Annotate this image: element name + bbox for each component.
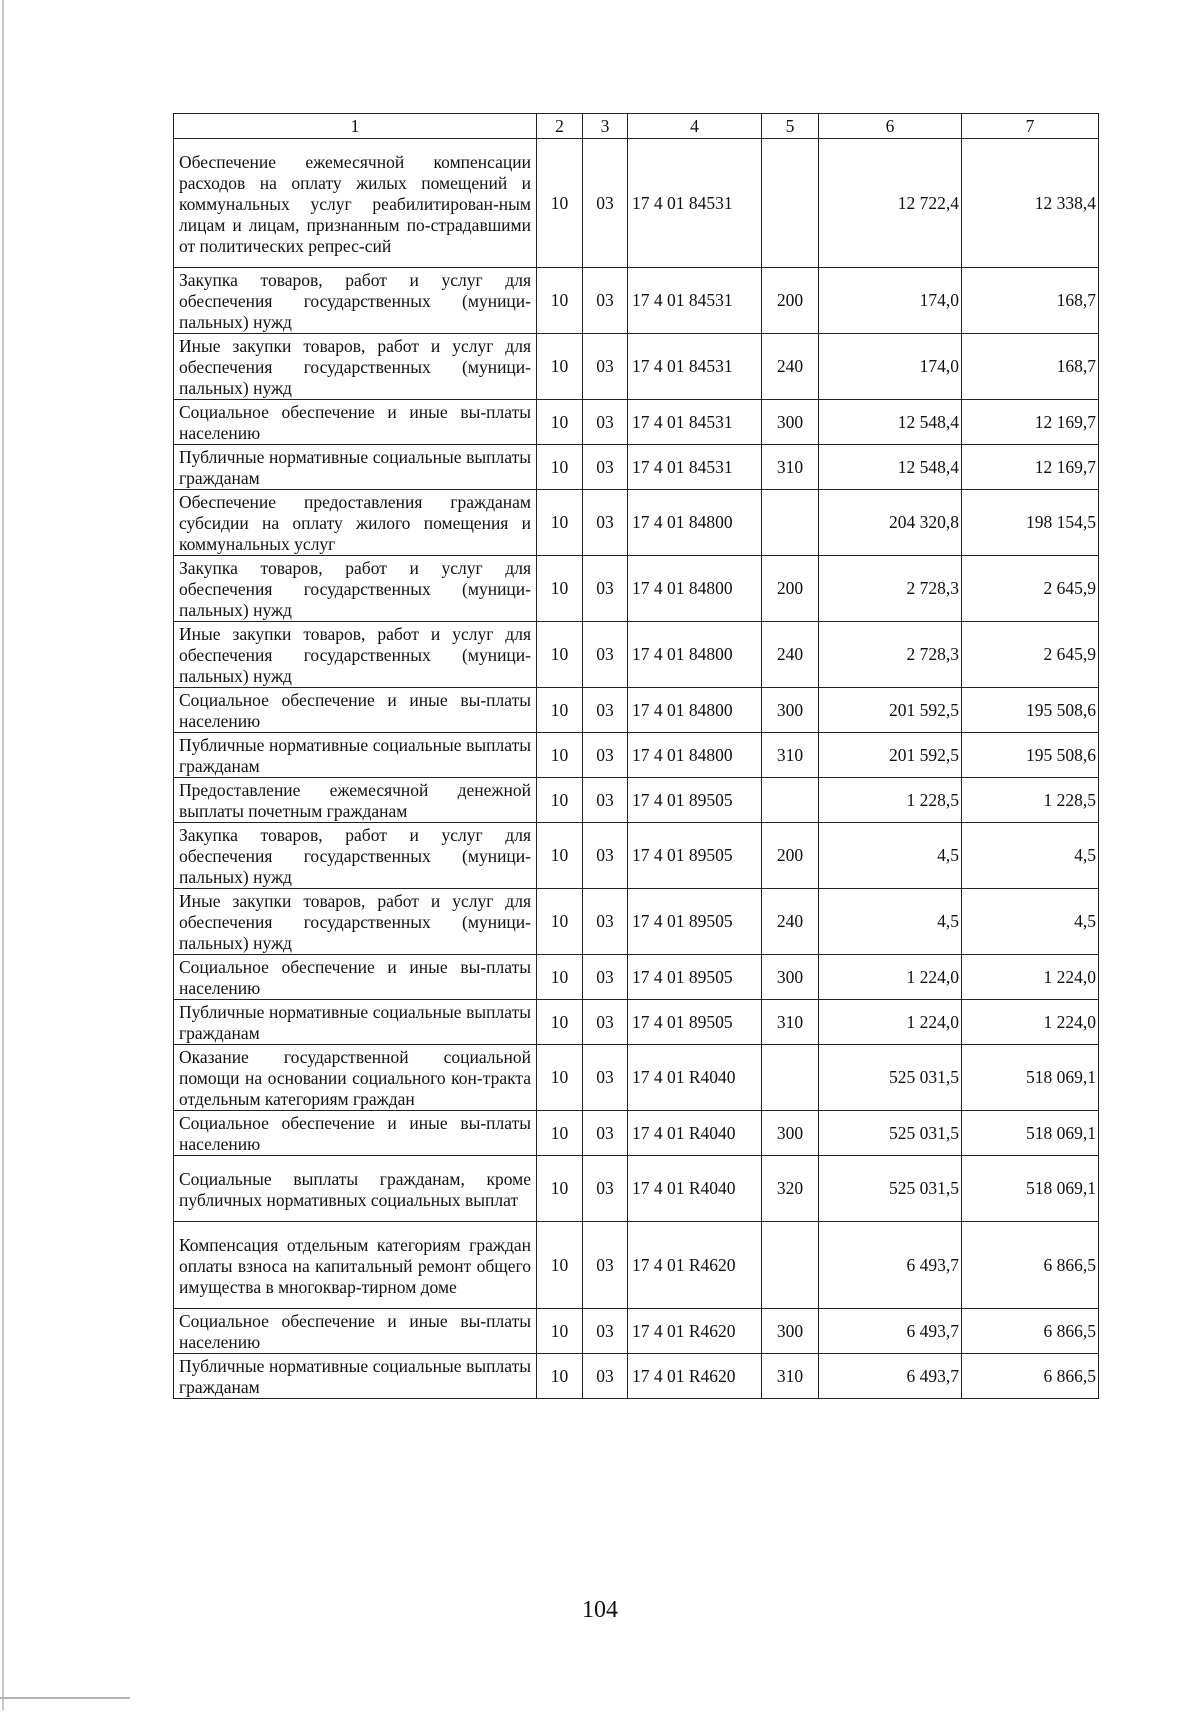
- row-amount-year2: 518 069,1: [962, 1156, 1099, 1222]
- row-amount-year1: 174,0: [819, 334, 962, 400]
- row-amount-year2: 1 224,0: [962, 1000, 1099, 1045]
- row-section: 10: [537, 139, 583, 268]
- row-name: Публичные нормативные социальные выплаты гражданам: [174, 1000, 537, 1045]
- row-amount-year2: 518 069,1: [962, 1045, 1099, 1111]
- row-amount-year2: 168,7: [962, 334, 1099, 400]
- table-row: [174, 334, 1099, 400]
- row-name: Компенсация отдельным категориям граждан оплаты взноса на капитальный ремонт общего имущества в многоквар-тирном доме: [174, 1222, 537, 1309]
- table-row: [174, 490, 1099, 556]
- row-subsection: 03: [583, 889, 628, 955]
- row-target-code: 17 4 01 R4620: [628, 1222, 762, 1309]
- row-target-code: 17 4 01 R4040: [628, 1045, 762, 1111]
- row-subsection: 03: [583, 1354, 628, 1399]
- row-expense-type: [762, 1045, 819, 1111]
- row-amount-year1: 525 031,5: [819, 1045, 962, 1111]
- row-target-code: 17 4 01 84531: [628, 268, 762, 334]
- row-expense-type: 310: [762, 1354, 819, 1399]
- row-expense-type: 200: [762, 823, 819, 889]
- row-subsection: 03: [583, 1111, 628, 1156]
- table-body: [174, 139, 1099, 1399]
- header-col-3: 3: [583, 114, 628, 139]
- row-expense-type: 300: [762, 1309, 819, 1354]
- table-row: [174, 1111, 1099, 1156]
- row-amount-year1: 525 031,5: [819, 1111, 962, 1156]
- row-name: Оказание государственной социальной помощи на основании социального кон-тракта отдельным категориям граждан: [174, 1045, 537, 1111]
- row-amount-year1: 201 592,5: [819, 733, 962, 778]
- row-target-code: 17 4 01 84531: [628, 400, 762, 445]
- row-name: Закупка товаров, работ и услуг для обеспечения государственных (муници-пальных) нужд: [174, 556, 537, 622]
- row-expense-type: 300: [762, 400, 819, 445]
- row-name: Иные закупки товаров, работ и услуг для обеспечения государственных (муници-пальных) нужд: [174, 622, 537, 688]
- row-section: 10: [537, 1045, 583, 1111]
- row-amount-year2: 1 224,0: [962, 955, 1099, 1000]
- row-subsection: 03: [583, 268, 628, 334]
- row-amount-year2: 198 154,5: [962, 490, 1099, 556]
- table-row: [174, 139, 1099, 268]
- row-target-code: 17 4 01 84800: [628, 733, 762, 778]
- row-expense-type: 310: [762, 445, 819, 490]
- table-row: [174, 445, 1099, 490]
- row-subsection: 03: [583, 1045, 628, 1111]
- row-name: Иные закупки товаров, работ и услуг для обеспечения государственных (муници-пальных) нужд: [174, 889, 537, 955]
- row-amount-year1: 1 224,0: [819, 1000, 962, 1045]
- row-section: 10: [537, 622, 583, 688]
- row-amount-year2: 4,5: [962, 889, 1099, 955]
- row-section: 10: [537, 334, 583, 400]
- row-subsection: 03: [583, 1000, 628, 1045]
- row-target-code: 17 4 01 89505: [628, 1000, 762, 1045]
- row-name: Социальное обеспечение и иные вы-платы населению: [174, 955, 537, 1000]
- row-amount-year1: 204 320,8: [819, 490, 962, 556]
- table-row: [174, 1309, 1099, 1354]
- scan-bottom-mark: [0, 1697, 130, 1699]
- table-row: [174, 1222, 1099, 1309]
- row-expense-type: 200: [762, 556, 819, 622]
- row-target-code: 17 4 01 89505: [628, 955, 762, 1000]
- row-subsection: 03: [583, 823, 628, 889]
- row-amount-year1: 4,5: [819, 823, 962, 889]
- row-amount-year1: 4,5: [819, 889, 962, 955]
- row-name: Обеспечение предоставления гражданам субсидии на оплату жилого помещения и коммунальных услуг: [174, 490, 537, 556]
- row-subsection: 03: [583, 688, 628, 733]
- row-target-code: 17 4 01 R4040: [628, 1111, 762, 1156]
- row-section: 10: [537, 400, 583, 445]
- row-section: 10: [537, 1354, 583, 1399]
- row-amount-year2: 4,5: [962, 823, 1099, 889]
- row-amount-year1: 2 728,3: [819, 556, 962, 622]
- row-target-code: 17 4 01 R4620: [628, 1309, 762, 1354]
- row-name: Закупка товаров, работ и услуг для обеспечения государственных (муници-пальных) нужд: [174, 823, 537, 889]
- row-amount-year1: 174,0: [819, 268, 962, 334]
- table-row: [174, 955, 1099, 1000]
- row-section: 10: [537, 556, 583, 622]
- row-expense-type: 240: [762, 889, 819, 955]
- row-expense-type: [762, 1222, 819, 1309]
- row-section: 10: [537, 778, 583, 823]
- row-target-code: 17 4 01 84800: [628, 490, 762, 556]
- row-subsection: 03: [583, 445, 628, 490]
- row-amount-year1: 12 722,4: [819, 139, 962, 268]
- row-name: Социальные выплаты гражданам, кроме публичных нормативных социальных выплат: [174, 1156, 537, 1222]
- row-amount-year2: 12 169,7: [962, 445, 1099, 490]
- row-name: Социальное обеспечение и иные вы-платы населению: [174, 400, 537, 445]
- row-amount-year2: 518 069,1: [962, 1111, 1099, 1156]
- row-name: Иные закупки товаров, работ и услуг для обеспечения государственных (муници-пальных) нужд: [174, 334, 537, 400]
- row-amount-year2: 6 866,5: [962, 1354, 1099, 1399]
- row-target-code: 17 4 01 84531: [628, 445, 762, 490]
- row-amount-year2: 1 228,5: [962, 778, 1099, 823]
- scan-left-edge: [2, 0, 4, 1710]
- row-subsection: 03: [583, 556, 628, 622]
- row-name: Предоставление ежемесячной денежной выплаты почетным гражданам: [174, 778, 537, 823]
- row-name: Обеспечение ежемесячной компенсации расходов на оплату жилых помещений и коммунальных услуг реабилитирован-ным лицам и лицам, признанным по-страдавшими от политических репрес-сий: [174, 139, 537, 268]
- row-target-code: 17 4 01 89505: [628, 823, 762, 889]
- table-row: [174, 556, 1099, 622]
- row-amount-year1: 12 548,4: [819, 445, 962, 490]
- header-col-6: 6: [819, 114, 962, 139]
- row-subsection: 03: [583, 1156, 628, 1222]
- budget-table: [173, 113, 1099, 1399]
- row-name: Социальное обеспечение и иные вы-платы населению: [174, 1111, 537, 1156]
- table-row: [174, 1354, 1099, 1399]
- row-amount-year2: 168,7: [962, 268, 1099, 334]
- row-expense-type: 310: [762, 733, 819, 778]
- row-subsection: 03: [583, 400, 628, 445]
- table-row: [174, 823, 1099, 889]
- page-number: 104: [582, 1597, 618, 1623]
- header-col-1: 1: [174, 114, 537, 139]
- row-section: 10: [537, 1156, 583, 1222]
- row-amount-year1: 6 493,7: [819, 1354, 962, 1399]
- table-row: [174, 622, 1099, 688]
- row-section: 10: [537, 733, 583, 778]
- row-amount-year1: 12 548,4: [819, 400, 962, 445]
- row-amount-year2: 195 508,6: [962, 733, 1099, 778]
- row-section: 10: [537, 1222, 583, 1309]
- row-section: 10: [537, 1111, 583, 1156]
- table-row: [174, 268, 1099, 334]
- row-target-code: 17 4 01 84800: [628, 556, 762, 622]
- row-amount-year1: 525 031,5: [819, 1156, 962, 1222]
- row-amount-year2: 2 645,9: [962, 556, 1099, 622]
- row-expense-type: 300: [762, 688, 819, 733]
- row-section: 10: [537, 688, 583, 733]
- row-expense-type: 240: [762, 622, 819, 688]
- row-name: Публичные нормативные социальные выплаты гражданам: [174, 733, 537, 778]
- table-row: [174, 1045, 1099, 1111]
- row-expense-type: 300: [762, 955, 819, 1000]
- row-amount-year1: 201 592,5: [819, 688, 962, 733]
- row-expense-type: 240: [762, 334, 819, 400]
- row-subsection: 03: [583, 1309, 628, 1354]
- header-col-5: 5: [762, 114, 819, 139]
- table-row: [174, 1156, 1099, 1222]
- table-row: [174, 400, 1099, 445]
- row-expense-type: 200: [762, 268, 819, 334]
- row-target-code: 17 4 01 84531: [628, 334, 762, 400]
- row-section: 10: [537, 445, 583, 490]
- row-subsection: 03: [583, 490, 628, 556]
- row-expense-type: [762, 490, 819, 556]
- row-expense-type: [762, 778, 819, 823]
- row-section: 10: [537, 823, 583, 889]
- row-expense-type: 300: [762, 1111, 819, 1156]
- row-name: Социальное обеспечение и иные вы-платы населению: [174, 1309, 537, 1354]
- row-amount-year2: 12 338,4: [962, 139, 1099, 268]
- table-row: [174, 688, 1099, 733]
- header-col-2: 2: [537, 114, 583, 139]
- row-section: 10: [537, 1309, 583, 1354]
- header-col-7: 7: [962, 114, 1099, 139]
- row-section: 10: [537, 268, 583, 334]
- header-col-4: 4: [628, 114, 762, 139]
- row-subsection: 03: [583, 334, 628, 400]
- row-target-code: 17 4 01 R4040: [628, 1156, 762, 1222]
- row-target-code: 17 4 01 89505: [628, 889, 762, 955]
- row-subsection: 03: [583, 955, 628, 1000]
- row-subsection: 03: [583, 778, 628, 823]
- row-amount-year2: 6 866,5: [962, 1222, 1099, 1309]
- row-name: Публичные нормативные социальные выплаты гражданам: [174, 1354, 537, 1399]
- row-expense-type: 310: [762, 1000, 819, 1045]
- row-expense-type: 320: [762, 1156, 819, 1222]
- row-amount-year1: 2 728,3: [819, 622, 962, 688]
- table-row: [174, 889, 1099, 955]
- row-amount-year1: 1 224,0: [819, 955, 962, 1000]
- row-target-code: 17 4 01 84800: [628, 688, 762, 733]
- row-amount-year2: 195 508,6: [962, 688, 1099, 733]
- row-name: Социальное обеспечение и иные вы-платы населению: [174, 688, 537, 733]
- row-subsection: 03: [583, 733, 628, 778]
- row-expense-type: [762, 139, 819, 268]
- table-row: [174, 733, 1099, 778]
- row-subsection: 03: [583, 622, 628, 688]
- row-section: 10: [537, 1000, 583, 1045]
- row-target-code: 17 4 01 R4620: [628, 1354, 762, 1399]
- row-amount-year1: 6 493,7: [819, 1309, 962, 1354]
- header-row: [174, 114, 1099, 139]
- row-subsection: 03: [583, 139, 628, 268]
- row-amount-year2: 6 866,5: [962, 1309, 1099, 1354]
- row-target-code: 17 4 01 84531: [628, 139, 762, 268]
- row-name: Закупка товаров, работ и услуг для обеспечения государственных (муници-пальных) нужд: [174, 268, 537, 334]
- row-subsection: 03: [583, 1222, 628, 1309]
- row-section: 10: [537, 490, 583, 556]
- row-amount-year2: 12 169,7: [962, 400, 1099, 445]
- row-section: 10: [537, 889, 583, 955]
- row-amount-year1: 6 493,7: [819, 1222, 962, 1309]
- row-target-code: 17 4 01 84800: [628, 622, 762, 688]
- row-name: Публичные нормативные социальные выплаты гражданам: [174, 445, 537, 490]
- table-row: [174, 1000, 1099, 1045]
- table-row: [174, 778, 1099, 823]
- row-section: 10: [537, 955, 583, 1000]
- row-amount-year2: 2 645,9: [962, 622, 1099, 688]
- row-target-code: 17 4 01 89505: [628, 778, 762, 823]
- row-amount-year1: 1 228,5: [819, 778, 962, 823]
